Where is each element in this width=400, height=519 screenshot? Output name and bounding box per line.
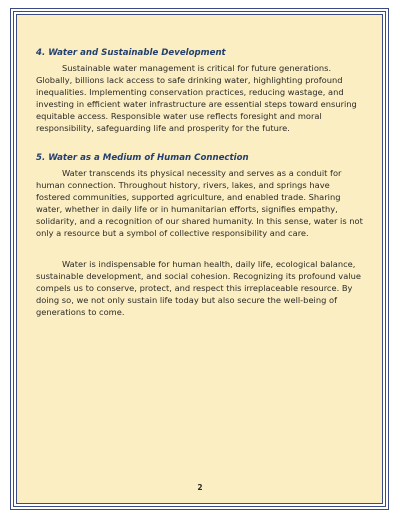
conclusion-section xyxy=(36,259,366,319)
section-paragraph: Water transcends its physical necessity and serves as a conduit for human connection. Throughout history, rivers, lakes, and springs have fostered communities, supported agriculture, and enabled trade. Sharing water, whether in daily life or in humanitarian efforts, signifies empathy, solidarity, and a recognition of our shared humanity. In this sense, water is not only a resource but a symbol of collective responsibility and care. xyxy=(36,168,363,238)
section-heading: 4. Water and Sustainable Development xyxy=(36,48,226,58)
section-water-sustainable-development xyxy=(36,47,366,134)
section-water-human-connection xyxy=(36,152,366,239)
page-content xyxy=(36,47,366,318)
page-number: 2 xyxy=(197,483,203,492)
section-paragraph: Sustainable water management is critical for future generations. Globally, billions lack access to safe drinking water, highlighting profound inequalities. Implementing conservation practices, reducing wastage, and investing in efficient water infrastructure are essential steps toward ensuring equitable access. Responsible water use reflects foresight and moral responsibility, safeguarding life and prosperity for the future. xyxy=(36,63,357,133)
conclusion-paragraph: Water is indispensable for human health, daily life, ecological balance, sustainable development, and social cohesion. Recognizing its profound value compels us to conserve, protect, and respect this irreplaceable resource. By doing so, we not only sustain life today but also secure the well-being of generations to come. xyxy=(36,258,361,317)
section-heading: 5. Water as a Medium of Human Connection xyxy=(36,153,249,164)
